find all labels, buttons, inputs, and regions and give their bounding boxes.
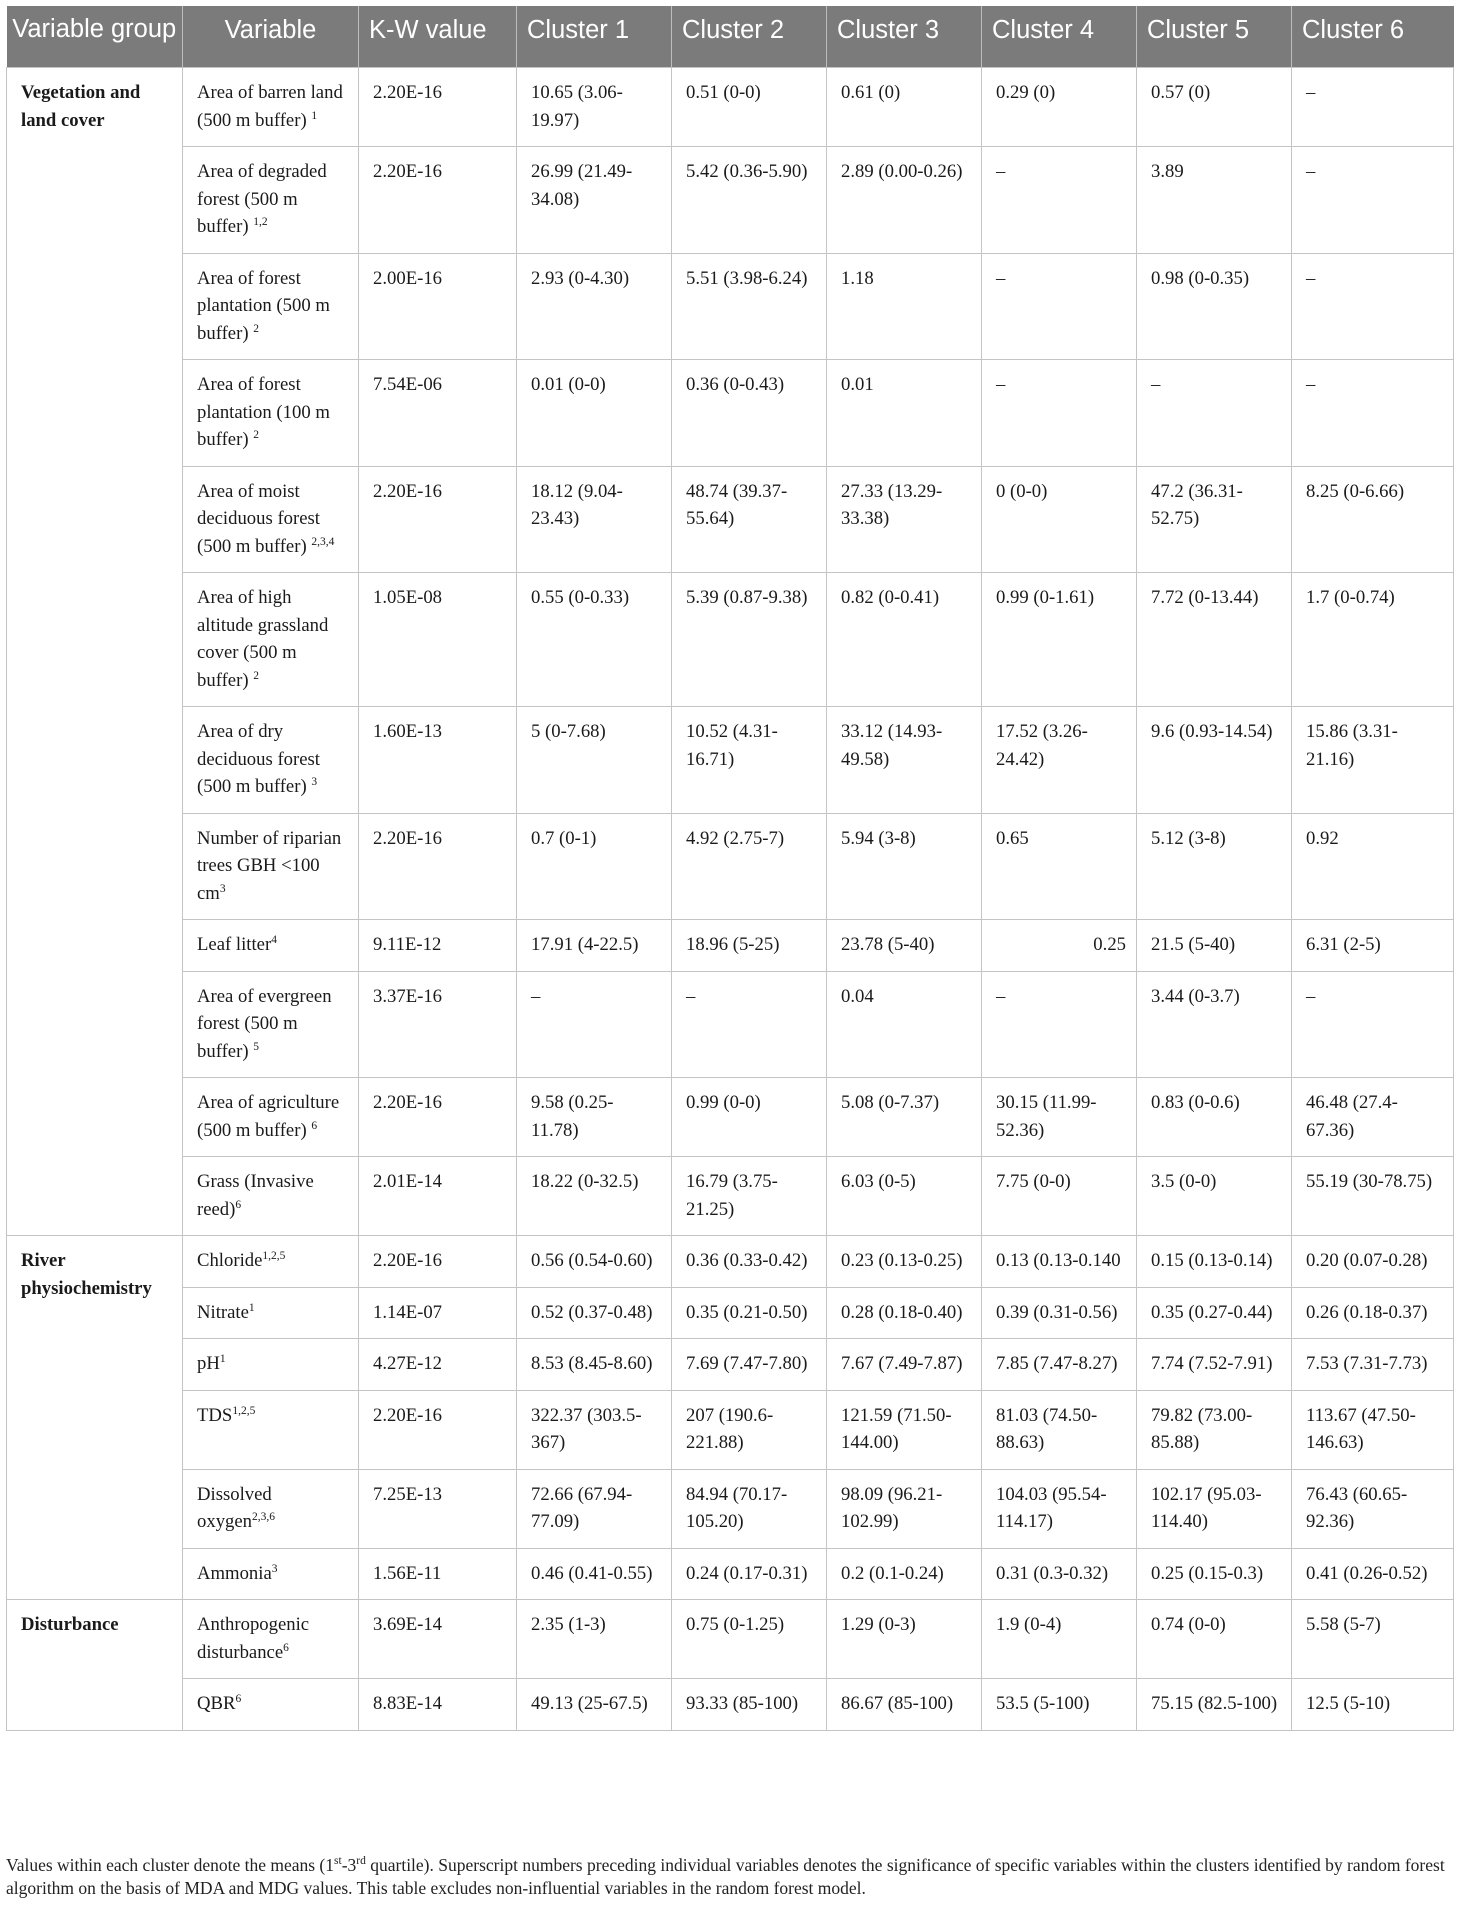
cluster-1-cell: 0.52 (0.37-0.48) <box>517 1287 672 1339</box>
table-row <box>7 1469 1454 1548</box>
cluster-2-cell: 48.74 (39.37-55.64) <box>672 466 827 573</box>
cluster-4-cell: 30.15 (11.99-52.36) <box>982 1078 1137 1157</box>
cluster-4-cell: 17.52 (3.26-24.42) <box>982 707 1137 814</box>
table-row <box>7 1600 1454 1679</box>
variable-name: Area of forest plantation (100 m buffer) <box>197 374 330 450</box>
cluster-6-cell: 15.86 (3.31-21.16) <box>1292 707 1454 814</box>
cluster-6-cell: – <box>1292 253 1454 360</box>
kw-value-cell: 2.20E-16 <box>359 813 517 920</box>
col-header-cluster-6: Cluster 6 <box>1292 6 1454 68</box>
variable-cell <box>183 1390 359 1469</box>
variable-name: Grass (Invasive reed) <box>197 1171 314 1220</box>
kw-value-cell: 2.20E-16 <box>359 1236 517 1288</box>
cluster-3-cell: 0.04 <box>827 971 982 1078</box>
significance-superscript: 6 <box>311 1119 318 1132</box>
significance-superscript: 1,2,5 <box>262 1249 286 1262</box>
cluster-4-cell: – <box>982 253 1137 360</box>
cluster-3-cell: 6.03 (0-5) <box>827 1157 982 1236</box>
cluster-6-cell: 8.25 (0-6.66) <box>1292 466 1454 573</box>
kw-value-cell: 2.01E-14 <box>359 1157 517 1236</box>
variable-name: Nitrate <box>197 1301 249 1323</box>
variable-name: pH <box>197 1353 220 1374</box>
col-header-cluster-1: Cluster 1 <box>517 6 672 68</box>
cluster-1-cell: 49.13 (25-67.5) <box>517 1679 672 1731</box>
significance-superscript: 6 <box>235 1198 242 1211</box>
cluster-5-cell: 0.74 (0-0) <box>1137 1600 1292 1679</box>
cluster-3-cell: 0.61 (0) <box>827 68 982 147</box>
significance-superscript: 3 <box>271 1562 278 1575</box>
cluster-3-cell: 0.23 (0.13-0.25) <box>827 1236 982 1288</box>
kw-value-cell: 1.05E-08 <box>359 573 517 707</box>
variable-cell <box>183 1287 359 1339</box>
significance-superscript: 6 <box>283 1641 289 1654</box>
kw-value-cell: 7.54E-06 <box>359 360 517 467</box>
variable-cell <box>183 147 359 254</box>
significance-superscript: 4 <box>271 933 277 946</box>
significance-superscript: 1 <box>311 109 318 122</box>
variable-name: Area of high altitude grassland cover (500 m buffer) <box>197 587 329 691</box>
cluster-4-cell: 0.25 <box>982 920 1137 972</box>
table-row <box>7 68 1454 147</box>
cluster-2-cell: 4.92 (2.75-7) <box>672 813 827 920</box>
significance-superscript: 3 <box>311 775 318 788</box>
cluster-4-cell: – <box>982 147 1137 254</box>
cluster-4-cell: 0.29 (0) <box>982 68 1137 147</box>
cluster-5-cell: 79.82 (73.00-85.88) <box>1137 1390 1292 1469</box>
table-row <box>7 1390 1454 1469</box>
cluster-5-cell: 0.83 (0-0.6) <box>1137 1078 1292 1157</box>
cluster-6-cell: 55.19 (30-78.75) <box>1292 1157 1454 1236</box>
cluster-2-cell: 0.99 (0-0) <box>672 1078 827 1157</box>
col-header-cluster-5: Cluster 5 <box>1137 6 1292 68</box>
variable-cell <box>183 1236 359 1288</box>
variable-name: TDS <box>197 1404 233 1426</box>
kw-value-cell: 4.27E-12 <box>359 1339 517 1391</box>
cluster-3-cell: 121.59 (71.50-144.00) <box>827 1390 982 1469</box>
cluster-3-cell: 33.12 (14.93-49.58) <box>827 707 982 814</box>
table-row <box>7 1548 1454 1600</box>
cluster-4-cell: 0.65 <box>982 813 1137 920</box>
cluster-2-cell: 0.35 (0.21-0.50) <box>672 1287 827 1339</box>
cluster-1-cell: 5 (0-7.68) <box>517 707 672 814</box>
variable-name: Area of evergreen forest (500 m buffer) <box>197 985 332 1062</box>
kw-value-cell: 8.83E-14 <box>359 1679 517 1731</box>
cluster-6-cell: – <box>1292 147 1454 254</box>
cluster-2-cell: 84.94 (70.17-105.20) <box>672 1469 827 1548</box>
cluster-1-cell: 17.91 (4-22.5) <box>517 920 672 972</box>
variable-cell <box>183 1548 359 1600</box>
table-row <box>7 1236 1454 1288</box>
cluster-5-cell: 0.57 (0) <box>1137 68 1292 147</box>
cluster-4-cell: 0.13 (0.13-0.140 <box>982 1236 1137 1288</box>
col-header-variable: Variable <box>183 6 359 68</box>
cluster-6-cell: – <box>1292 68 1454 147</box>
cluster-5-cell: 5.12 (3-8) <box>1137 813 1292 920</box>
variable-cell <box>183 971 359 1078</box>
variable-group-cell: River physiochemistry <box>7 1236 183 1600</box>
variable-cell <box>183 466 359 573</box>
cluster-6-cell: 5.58 (5-7) <box>1292 1600 1454 1679</box>
cluster-3-cell: 1.29 (0-3) <box>827 1600 982 1679</box>
cluster-5-cell: 0.25 (0.15-0.3) <box>1137 1548 1292 1600</box>
table-footnote <box>6 1854 1453 1900</box>
cluster-6-cell: 0.92 <box>1292 813 1454 920</box>
cluster-6-cell: 46.48 (27.4-67.36) <box>1292 1078 1454 1157</box>
cluster-2-cell: 10.52 (4.31-16.71) <box>672 707 827 814</box>
kw-value-cell: 7.25E-13 <box>359 1469 517 1548</box>
significance-superscript: 1 <box>219 1352 226 1365</box>
cluster-3-cell: 23.78 (5-40) <box>827 920 982 972</box>
significance-superscript: 6 <box>235 1692 242 1705</box>
cluster-5-cell: – <box>1137 360 1292 467</box>
cluster-3-cell: 5.08 (0-7.37) <box>827 1078 982 1157</box>
significance-superscript: 5 <box>253 1040 259 1053</box>
kw-value-cell: 3.37E-16 <box>359 971 517 1078</box>
significance-superscript: 1,2 <box>253 215 268 228</box>
table-row <box>7 813 1454 920</box>
header-row <box>7 6 1454 68</box>
table-body <box>7 68 1454 1731</box>
significance-superscript: 2,3,6 <box>252 1510 276 1523</box>
cluster-6-cell: 1.7 (0-0.74) <box>1292 573 1454 707</box>
variable-name: Chloride <box>197 1250 263 1271</box>
variable-name: Dissolved oxygen <box>197 1483 272 1532</box>
col-header-variable-group: Variable group <box>7 6 183 68</box>
cluster-1-cell: 0.7 (0-1) <box>517 813 672 920</box>
cluster-3-cell: 98.09 (96.21-102.99) <box>827 1469 982 1548</box>
variable-name: Ammonia <box>197 1562 272 1584</box>
table-row <box>7 1157 1454 1236</box>
cluster-4-cell: 0.99 (0-1.61) <box>982 573 1137 707</box>
cluster-6-cell: – <box>1292 360 1454 467</box>
table-row <box>7 253 1454 360</box>
cluster-5-cell: 0.15 (0.13-0.14) <box>1137 1236 1292 1288</box>
cluster-5-cell: 3.44 (0-3.7) <box>1137 971 1292 1078</box>
cluster-5-cell: 7.74 (7.52-7.91) <box>1137 1339 1292 1391</box>
table-row <box>7 1339 1454 1391</box>
cluster-1-cell: 72.66 (67.94-77.09) <box>517 1469 672 1548</box>
variable-cell <box>183 68 359 147</box>
significance-superscript: 2,3,4 <box>311 535 335 548</box>
table-row <box>7 147 1454 254</box>
variable-name: Area of degraded forest (500 m buffer) <box>197 161 327 237</box>
cluster-3-cell: 0.28 (0.18-0.40) <box>827 1287 982 1339</box>
kw-value-cell: 2.20E-16 <box>359 147 517 254</box>
cluster-5-cell: 7.72 (0-13.44) <box>1137 573 1292 707</box>
variable-name: Area of agriculture (500 m buffer) <box>197 1092 340 1141</box>
variable-name: Area of dry deciduous forest (500 m buffer) <box>197 721 320 797</box>
cluster-1-cell: 8.53 (8.45-8.60) <box>517 1339 672 1391</box>
cluster-4-cell: 7.85 (7.47-8.27) <box>982 1339 1137 1391</box>
footnote-text: Values within each cluster denote the means (1 <box>6 1855 335 1875</box>
cluster-1-cell: 0.01 (0-0) <box>517 360 672 467</box>
cluster-4-cell: 81.03 (74.50-88.63) <box>982 1390 1137 1469</box>
variable-cell <box>183 1339 359 1391</box>
cluster-1-cell: – <box>517 971 672 1078</box>
cluster-5-cell: 0.98 (0-0.35) <box>1137 253 1292 360</box>
cluster-2-cell: 0.51 (0-0) <box>672 68 827 147</box>
kw-value-cell: 9.11E-12 <box>359 920 517 972</box>
cluster-1-cell: 18.22 (0-32.5) <box>517 1157 672 1236</box>
cluster-2-cell: 0.24 (0.17-0.31) <box>672 1548 827 1600</box>
cluster-3-cell: 27.33 (13.29-33.38) <box>827 466 982 573</box>
cluster-1-cell: 18.12 (9.04-23.43) <box>517 466 672 573</box>
cluster-1-cell: 2.35 (1-3) <box>517 1600 672 1679</box>
significance-superscript: 2 <box>253 322 259 335</box>
variable-name: Anthropogenic disturbance <box>197 1614 310 1663</box>
cluster-5-cell: 47.2 (36.31-52.75) <box>1137 466 1292 573</box>
variable-name: Area of moist deciduous forest (500 m buffer) <box>197 480 320 557</box>
variable-cell <box>183 1600 359 1679</box>
cluster-2-cell: 5.39 (0.87-9.38) <box>672 573 827 707</box>
cluster-2-cell: 0.36 (0-0.43) <box>672 360 827 467</box>
cluster-3-cell: 7.67 (7.49-7.87) <box>827 1339 982 1391</box>
cluster-6-cell: 0.20 (0.07-0.28) <box>1292 1236 1454 1288</box>
cluster-2-cell: 7.69 (7.47-7.80) <box>672 1339 827 1391</box>
cluster-1-cell: 26.99 (21.49-34.08) <box>517 147 672 254</box>
variable-cell <box>183 920 359 972</box>
variable-cell <box>183 813 359 920</box>
cluster-1-cell: 0.46 (0.41-0.55) <box>517 1548 672 1600</box>
variable-name: Leaf litter <box>197 934 272 955</box>
table-row <box>7 971 1454 1078</box>
results-table <box>6 6 1454 1731</box>
significance-superscript: 3 <box>219 882 226 895</box>
col-header-kw-value: K-W value <box>359 6 517 68</box>
kw-value-cell: 3.69E-14 <box>359 1600 517 1679</box>
kw-value-cell: 2.20E-16 <box>359 466 517 573</box>
cluster-2-cell: 207 (190.6-221.88) <box>672 1390 827 1469</box>
variable-cell <box>183 1679 359 1731</box>
kw-value-cell: 1.60E-13 <box>359 707 517 814</box>
kw-value-cell: 2.20E-16 <box>359 1390 517 1469</box>
cluster-2-cell: 0.75 (0-1.25) <box>672 1600 827 1679</box>
table-row <box>7 573 1454 707</box>
table-row <box>7 466 1454 573</box>
footnote-text: quartile). Superscript numbers preceding individual variables denotes the significance of specific variables within the clusters identified by random forest algorithm on the basis of MDA and MDG values. This table excludes non-influential variables in the random forest model. <box>6 1855 1445 1898</box>
cluster-2-cell: – <box>672 971 827 1078</box>
cluster-1-cell: 10.65 (3.06-19.97) <box>517 68 672 147</box>
cluster-4-cell: 53.5 (5-100) <box>982 1679 1137 1731</box>
col-header-cluster-2: Cluster 2 <box>672 6 827 68</box>
variable-cell <box>183 707 359 814</box>
variable-group-cell: Vegetation and land cover <box>7 68 183 1236</box>
col-header-cluster-3: Cluster 3 <box>827 6 982 68</box>
variable-group-cell: Disturbance <box>7 1600 183 1731</box>
cluster-5-cell: 21.5 (5-40) <box>1137 920 1292 972</box>
table-row <box>7 920 1454 972</box>
footnote-text: -3 <box>341 1855 357 1875</box>
cluster-2-cell: 93.33 (85-100) <box>672 1679 827 1731</box>
variable-name: Number of riparian trees GBH <100 cm <box>197 827 342 904</box>
table-row <box>7 1287 1454 1339</box>
cluster-2-cell: 16.79 (3.75-21.25) <box>672 1157 827 1236</box>
cluster-6-cell: 0.26 (0.18-0.37) <box>1292 1287 1454 1339</box>
cluster-4-cell: 1.9 (0-4) <box>982 1600 1137 1679</box>
cluster-3-cell: 2.89 (0.00-0.26) <box>827 147 982 254</box>
cluster-1-cell: 2.93 (0-4.30) <box>517 253 672 360</box>
cluster-2-cell: 0.36 (0.33-0.42) <box>672 1236 827 1288</box>
table-row <box>7 1679 1454 1731</box>
cluster-5-cell: 102.17 (95.03-114.40) <box>1137 1469 1292 1548</box>
cluster-6-cell: 76.43 (60.65-92.36) <box>1292 1469 1454 1548</box>
cluster-6-cell: 0.41 (0.26-0.52) <box>1292 1548 1454 1600</box>
variable-cell <box>183 1078 359 1157</box>
cluster-3-cell: 1.18 <box>827 253 982 360</box>
cluster-5-cell: 9.6 (0.93-14.54) <box>1137 707 1292 814</box>
variable-name: Area of barren land (500 m buffer) <box>197 82 343 131</box>
cluster-1-cell: 9.58 (0.25-11.78) <box>517 1078 672 1157</box>
cluster-4-cell: 0.39 (0.31-0.56) <box>982 1287 1137 1339</box>
variable-name: Area of forest plantation (500 m buffer) <box>197 267 330 344</box>
table-row <box>7 707 1454 814</box>
kw-value-cell: 1.14E-07 <box>359 1287 517 1339</box>
cluster-3-cell: 5.94 (3-8) <box>827 813 982 920</box>
cluster-3-cell: 86.67 (85-100) <box>827 1679 982 1731</box>
kw-value-cell: 2.20E-16 <box>359 1078 517 1157</box>
kw-value-cell: 2.20E-16 <box>359 68 517 147</box>
variable-name: QBR <box>197 1693 236 1714</box>
cluster-6-cell: 12.5 (5-10) <box>1292 1679 1454 1731</box>
kw-value-cell: 1.56E-11 <box>359 1548 517 1600</box>
cluster-6-cell: 113.67 (47.50-146.63) <box>1292 1390 1454 1469</box>
variable-cell <box>183 1157 359 1236</box>
cluster-4-cell: 7.75 (0-0) <box>982 1157 1137 1236</box>
cluster-4-cell: 104.03 (95.54-114.17) <box>982 1469 1137 1548</box>
cluster-6-cell: 6.31 (2-5) <box>1292 920 1454 972</box>
footnote-sup: st <box>334 1855 342 1868</box>
cluster-5-cell: 75.15 (82.5-100) <box>1137 1679 1292 1731</box>
cluster-5-cell: 3.5 (0-0) <box>1137 1157 1292 1236</box>
table-row <box>7 1078 1454 1157</box>
cluster-5-cell: 0.35 (0.27-0.44) <box>1137 1287 1292 1339</box>
cluster-5-cell: 3.89 <box>1137 147 1292 254</box>
cluster-3-cell: 0.82 (0-0.41) <box>827 573 982 707</box>
cluster-2-cell: 5.51 (3.98-6.24) <box>672 253 827 360</box>
cluster-6-cell: – <box>1292 971 1454 1078</box>
cluster-3-cell: 0.2 (0.1-0.24) <box>827 1548 982 1600</box>
variable-cell <box>183 1469 359 1548</box>
significance-superscript: 2 <box>253 428 259 441</box>
cluster-1-cell: 0.55 (0-0.33) <box>517 573 672 707</box>
cluster-2-cell: 18.96 (5-25) <box>672 920 827 972</box>
variable-cell <box>183 573 359 707</box>
cluster-4-cell: 0 (0-0) <box>982 466 1137 573</box>
table-row <box>7 360 1454 467</box>
cluster-4-cell: 0.31 (0.3-0.32) <box>982 1548 1137 1600</box>
col-header-cluster-4: Cluster 4 <box>982 6 1137 68</box>
cluster-3-cell: 0.01 <box>827 360 982 467</box>
variable-cell <box>183 253 359 360</box>
cluster-1-cell: 322.37 (303.5-367) <box>517 1390 672 1469</box>
significance-superscript: 1 <box>248 1301 255 1314</box>
cluster-6-cell: 7.53 (7.31-7.73) <box>1292 1339 1454 1391</box>
significance-superscript: 2 <box>253 669 259 682</box>
footnote-sup: rd <box>356 1855 366 1868</box>
cluster-4-cell: – <box>982 360 1137 467</box>
cluster-2-cell: 5.42 (0.36-5.90) <box>672 147 827 254</box>
cluster-1-cell: 0.56 (0.54-0.60) <box>517 1236 672 1288</box>
cluster-4-cell: – <box>982 971 1137 1078</box>
kw-value-cell: 2.00E-16 <box>359 253 517 360</box>
variable-cell <box>183 360 359 467</box>
significance-superscript: 1,2,5 <box>232 1404 256 1417</box>
